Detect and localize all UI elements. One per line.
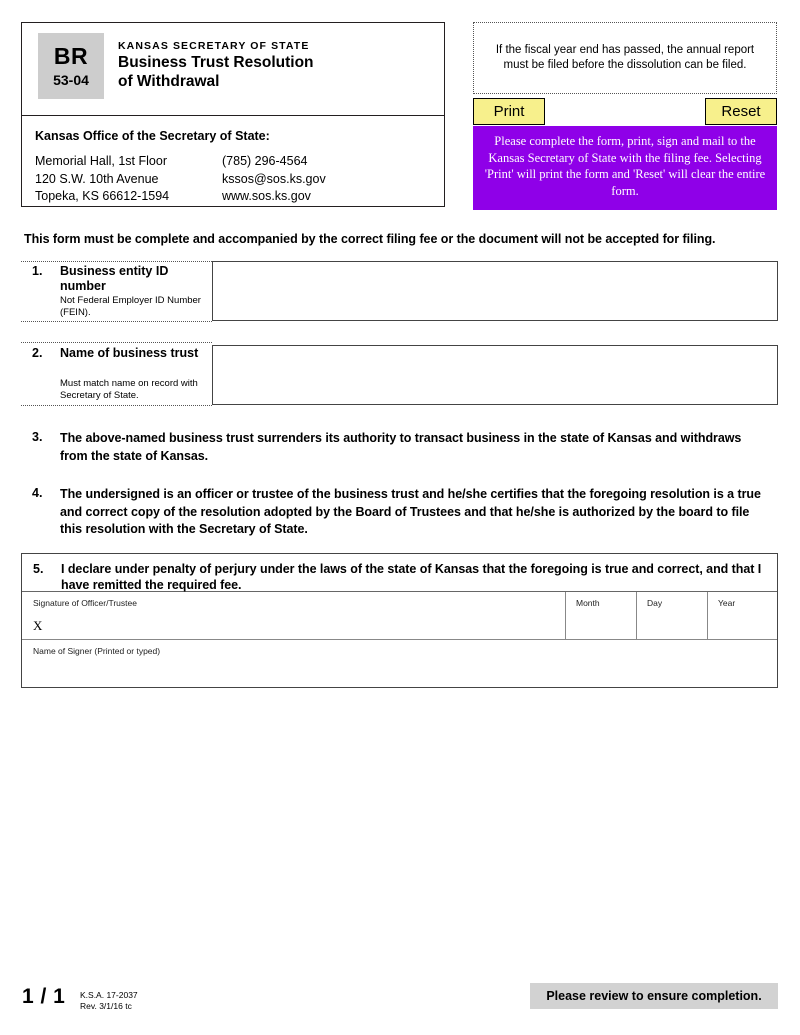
business-trust-name-input[interactable] bbox=[212, 345, 778, 405]
fiscal-year-notice-text: If the fiscal year end has passed, the annual report must be filed before the dissolution can be filed. bbox=[495, 44, 755, 71]
declaration-block bbox=[21, 553, 778, 688]
reset-button[interactable]: Reset bbox=[705, 98, 777, 125]
review-completion-banner: Please review to ensure completion. bbox=[530, 983, 778, 1009]
signature-row bbox=[22, 592, 777, 640]
field-2-sublabel: Must match name on record with Secretary of State. bbox=[60, 378, 198, 401]
field-1-dotted-top bbox=[21, 261, 212, 262]
form-number-text: 53-04 bbox=[53, 72, 89, 88]
address-line-3: Topeka, KS 66612-1594 bbox=[35, 189, 170, 203]
fiscal-year-notice bbox=[473, 22, 777, 94]
month-day-divider bbox=[636, 592, 637, 640]
office-phone: (785) 296-4564 bbox=[222, 154, 308, 168]
form-title-line2: of Withdrawal bbox=[118, 73, 220, 90]
form-code-text: BR bbox=[53, 43, 89, 69]
field-2-label: Name of business trust bbox=[60, 346, 199, 360]
office-email: kssos@sos.ks.gov bbox=[222, 171, 326, 186]
declaration-header bbox=[22, 554, 777, 592]
form-instructions-banner: Please complete the form, print, sign and mail to the Kansas Secretary of State with the filing fee. Selecting 'Print' will print the form and 'Reset' will clear the entire form. bbox=[473, 126, 777, 210]
clause-3-number: 3. bbox=[32, 430, 43, 444]
page-title bbox=[118, 53, 438, 91]
signature-month-divider bbox=[565, 592, 566, 640]
office-heading: Kansas Office of the Secretary of State: bbox=[35, 129, 270, 143]
header-divider bbox=[22, 115, 444, 116]
statute-reference bbox=[80, 990, 138, 1011]
form-code-badge bbox=[38, 33, 104, 99]
office-address bbox=[35, 153, 169, 206]
office-contact bbox=[222, 153, 326, 206]
form-title-line1: Business Trust Resolution bbox=[118, 54, 314, 71]
field-1-label: Business entity ID number bbox=[60, 264, 169, 293]
clause-4-number: 4. bbox=[32, 486, 43, 500]
statute-citation: K.S.A. 17-2037 bbox=[80, 990, 138, 1000]
signer-name-field-label: Name of Signer (Printed or typed) bbox=[33, 646, 161, 656]
form-action-buttons bbox=[473, 98, 777, 125]
completeness-note: This form must be complete and accompanied by the correct filing fee or the document will not be accepted for filing. bbox=[24, 232, 716, 246]
office-website: www.sos.ks.gov bbox=[222, 189, 311, 203]
address-line-2: 120 S.W. 10th Avenue bbox=[35, 171, 159, 186]
address-line-1: Memorial Hall, 1st Floor bbox=[35, 154, 167, 168]
field-1-number: 1. bbox=[32, 264, 43, 278]
form-header-box bbox=[21, 22, 445, 207]
month-field-label: Month bbox=[576, 598, 600, 608]
revision-date: Rev. 3/1/16 tc bbox=[80, 1000, 132, 1011]
page-number: 1 / 1 bbox=[22, 985, 66, 1008]
field-2-dotted-bottom bbox=[21, 405, 212, 406]
print-button[interactable]: Print bbox=[473, 98, 545, 125]
field-1-sublabel: Not Federal Employer ID Number (FEIN). bbox=[60, 295, 201, 318]
field-1-dotted-bottom bbox=[21, 321, 212, 322]
year-field-label: Year bbox=[718, 598, 736, 608]
clause-5-text: I declare under penalty of perjury under the laws of the state of Kansas that the foregoing is true and correct, and that I have remitted the required fee. bbox=[61, 562, 762, 592]
field-2-dotted-top bbox=[21, 342, 212, 343]
day-year-divider bbox=[707, 592, 708, 640]
clause-5-number: 5. bbox=[33, 562, 44, 576]
clause-3-text: The above-named business trust surrenders its authority to transact business in the state of Kansas and withdraws from the state of Kansas. bbox=[60, 431, 742, 463]
business-entity-id-input[interactable] bbox=[212, 261, 778, 321]
day-field-label: Day bbox=[647, 598, 663, 608]
signer-name-row bbox=[22, 640, 777, 687]
clause-4-text: The undersigned is an officer or trustee of the business trust and he/she certifies that the foregoing resolution is a true and correct copy of the resolution adopted by the Board of Trustees and that he/she is authorized by the board to file this resolution with the Secretary of State. bbox=[60, 487, 761, 536]
signature-field-label: Signature of Officer/Trustee bbox=[33, 598, 137, 608]
agency-name: KANSAS SECRETARY OF STATE bbox=[118, 40, 310, 52]
signature-x-mark: X bbox=[33, 618, 43, 633]
field-2-number: 2. bbox=[32, 346, 43, 360]
